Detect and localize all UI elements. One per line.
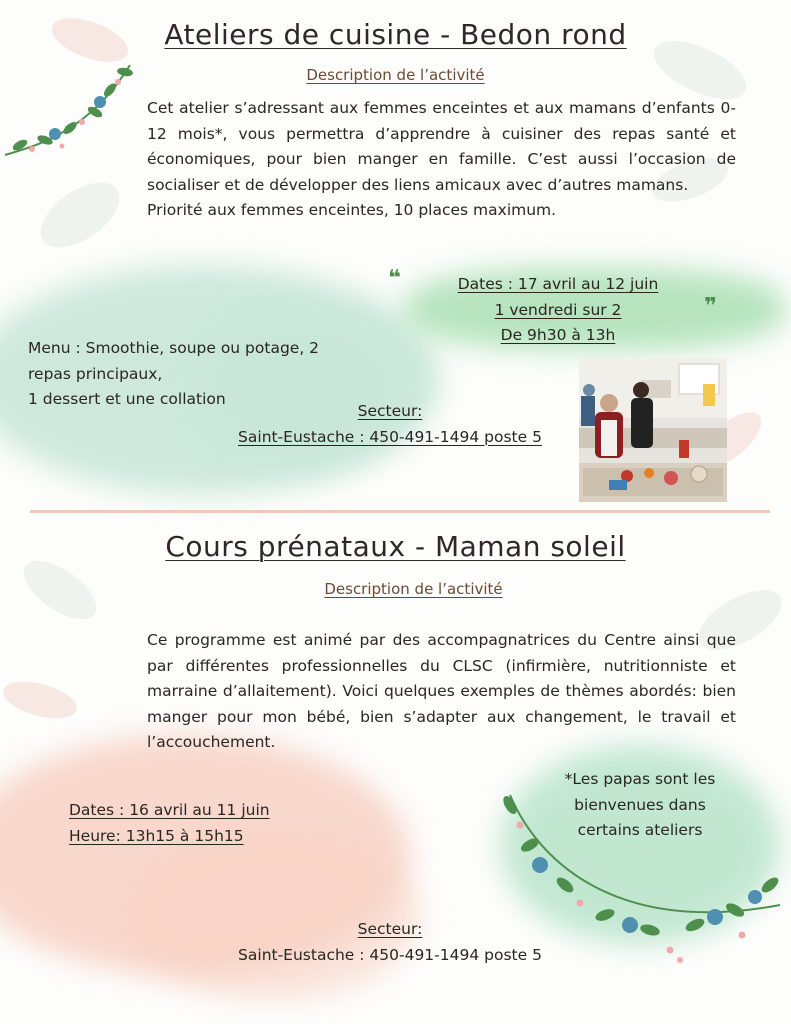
dates-range: Dates : 16 avril au 11 juin — [69, 801, 270, 819]
section1-subtitle: Description de l’activité — [306, 66, 485, 84]
section1-description — [147, 96, 736, 224]
sector-label: Secteur: — [357, 920, 423, 938]
section2-paragraph: Ce programme est animé par des accompagnatrices du Centre ainsi que par différentes professionnelles du CLSC (infirmière, nutritionniste et marraine d’allaitement). Voici quelques exemples de thèmes abordés: bien manger pour mon bébé, bien s’adapter aux changement, le travail et l’accouchement. — [147, 631, 736, 751]
menu-line-2: repas principaux, — [28, 364, 163, 383]
menu-line-1: Menu : Smoothie, soupe ou potage, 2 — [28, 339, 320, 357]
sector-contact: Saint-Eustache : 450-491-1494 poste 5 — [238, 427, 542, 446]
section1-priority: Priorité aux femmes enceintes, 10 places maximum. — [147, 201, 557, 219]
cooking-workshop-photo — [579, 358, 727, 502]
section2-sector — [210, 917, 570, 968]
sector-label: Secteur: — [357, 402, 423, 420]
section1-title: Ateliers de cuisine - Bedon rond — [164, 18, 627, 51]
section2-description — [147, 628, 736, 756]
section2-subtitle: Description de l’activité — [324, 580, 503, 598]
quote-open-icon: ❝ — [388, 266, 401, 291]
note-line-2: bienvenues dans — [574, 795, 706, 814]
section1-sector — [225, 399, 555, 450]
kitchen-scene-icon — [579, 358, 727, 502]
section2-dates — [69, 798, 329, 849]
note-line-1: *Les papas sont les — [564, 770, 716, 788]
sector-contact: Saint-Eustache : 450-491-1494 poste 5 — [238, 945, 542, 964]
menu-line-3: 1 dessert et une collation — [28, 390, 226, 408]
section2-note — [545, 767, 735, 844]
section2-title: Cours prénataux - Maman soleil — [165, 530, 626, 563]
dates-hours: De 9h30 à 13h — [500, 326, 616, 344]
section-divider — [30, 510, 770, 513]
quote-close-icon: ❞ — [704, 294, 717, 319]
dates-hours: Heure: 13h15 à 15h15 — [69, 826, 244, 845]
note-line-3: certains ateliers — [577, 821, 703, 839]
dates-frequency: 1 vendredi sur 2 — [494, 300, 622, 319]
section1-dates — [430, 272, 686, 349]
dates-range: Dates : 17 avril au 12 juin — [457, 275, 659, 293]
section1-paragraph: Cet atelier s’adressant aux femmes enceintes et aux mamans d’enfants 0-12 mois*, vous permettra d’apprendre à cuisiner des repas santé et économiques, pour bien manger en famille. C’est aussi l’occasion de socialiser et de développer des liens amicaux avec d’autres mamans. — [147, 99, 736, 194]
